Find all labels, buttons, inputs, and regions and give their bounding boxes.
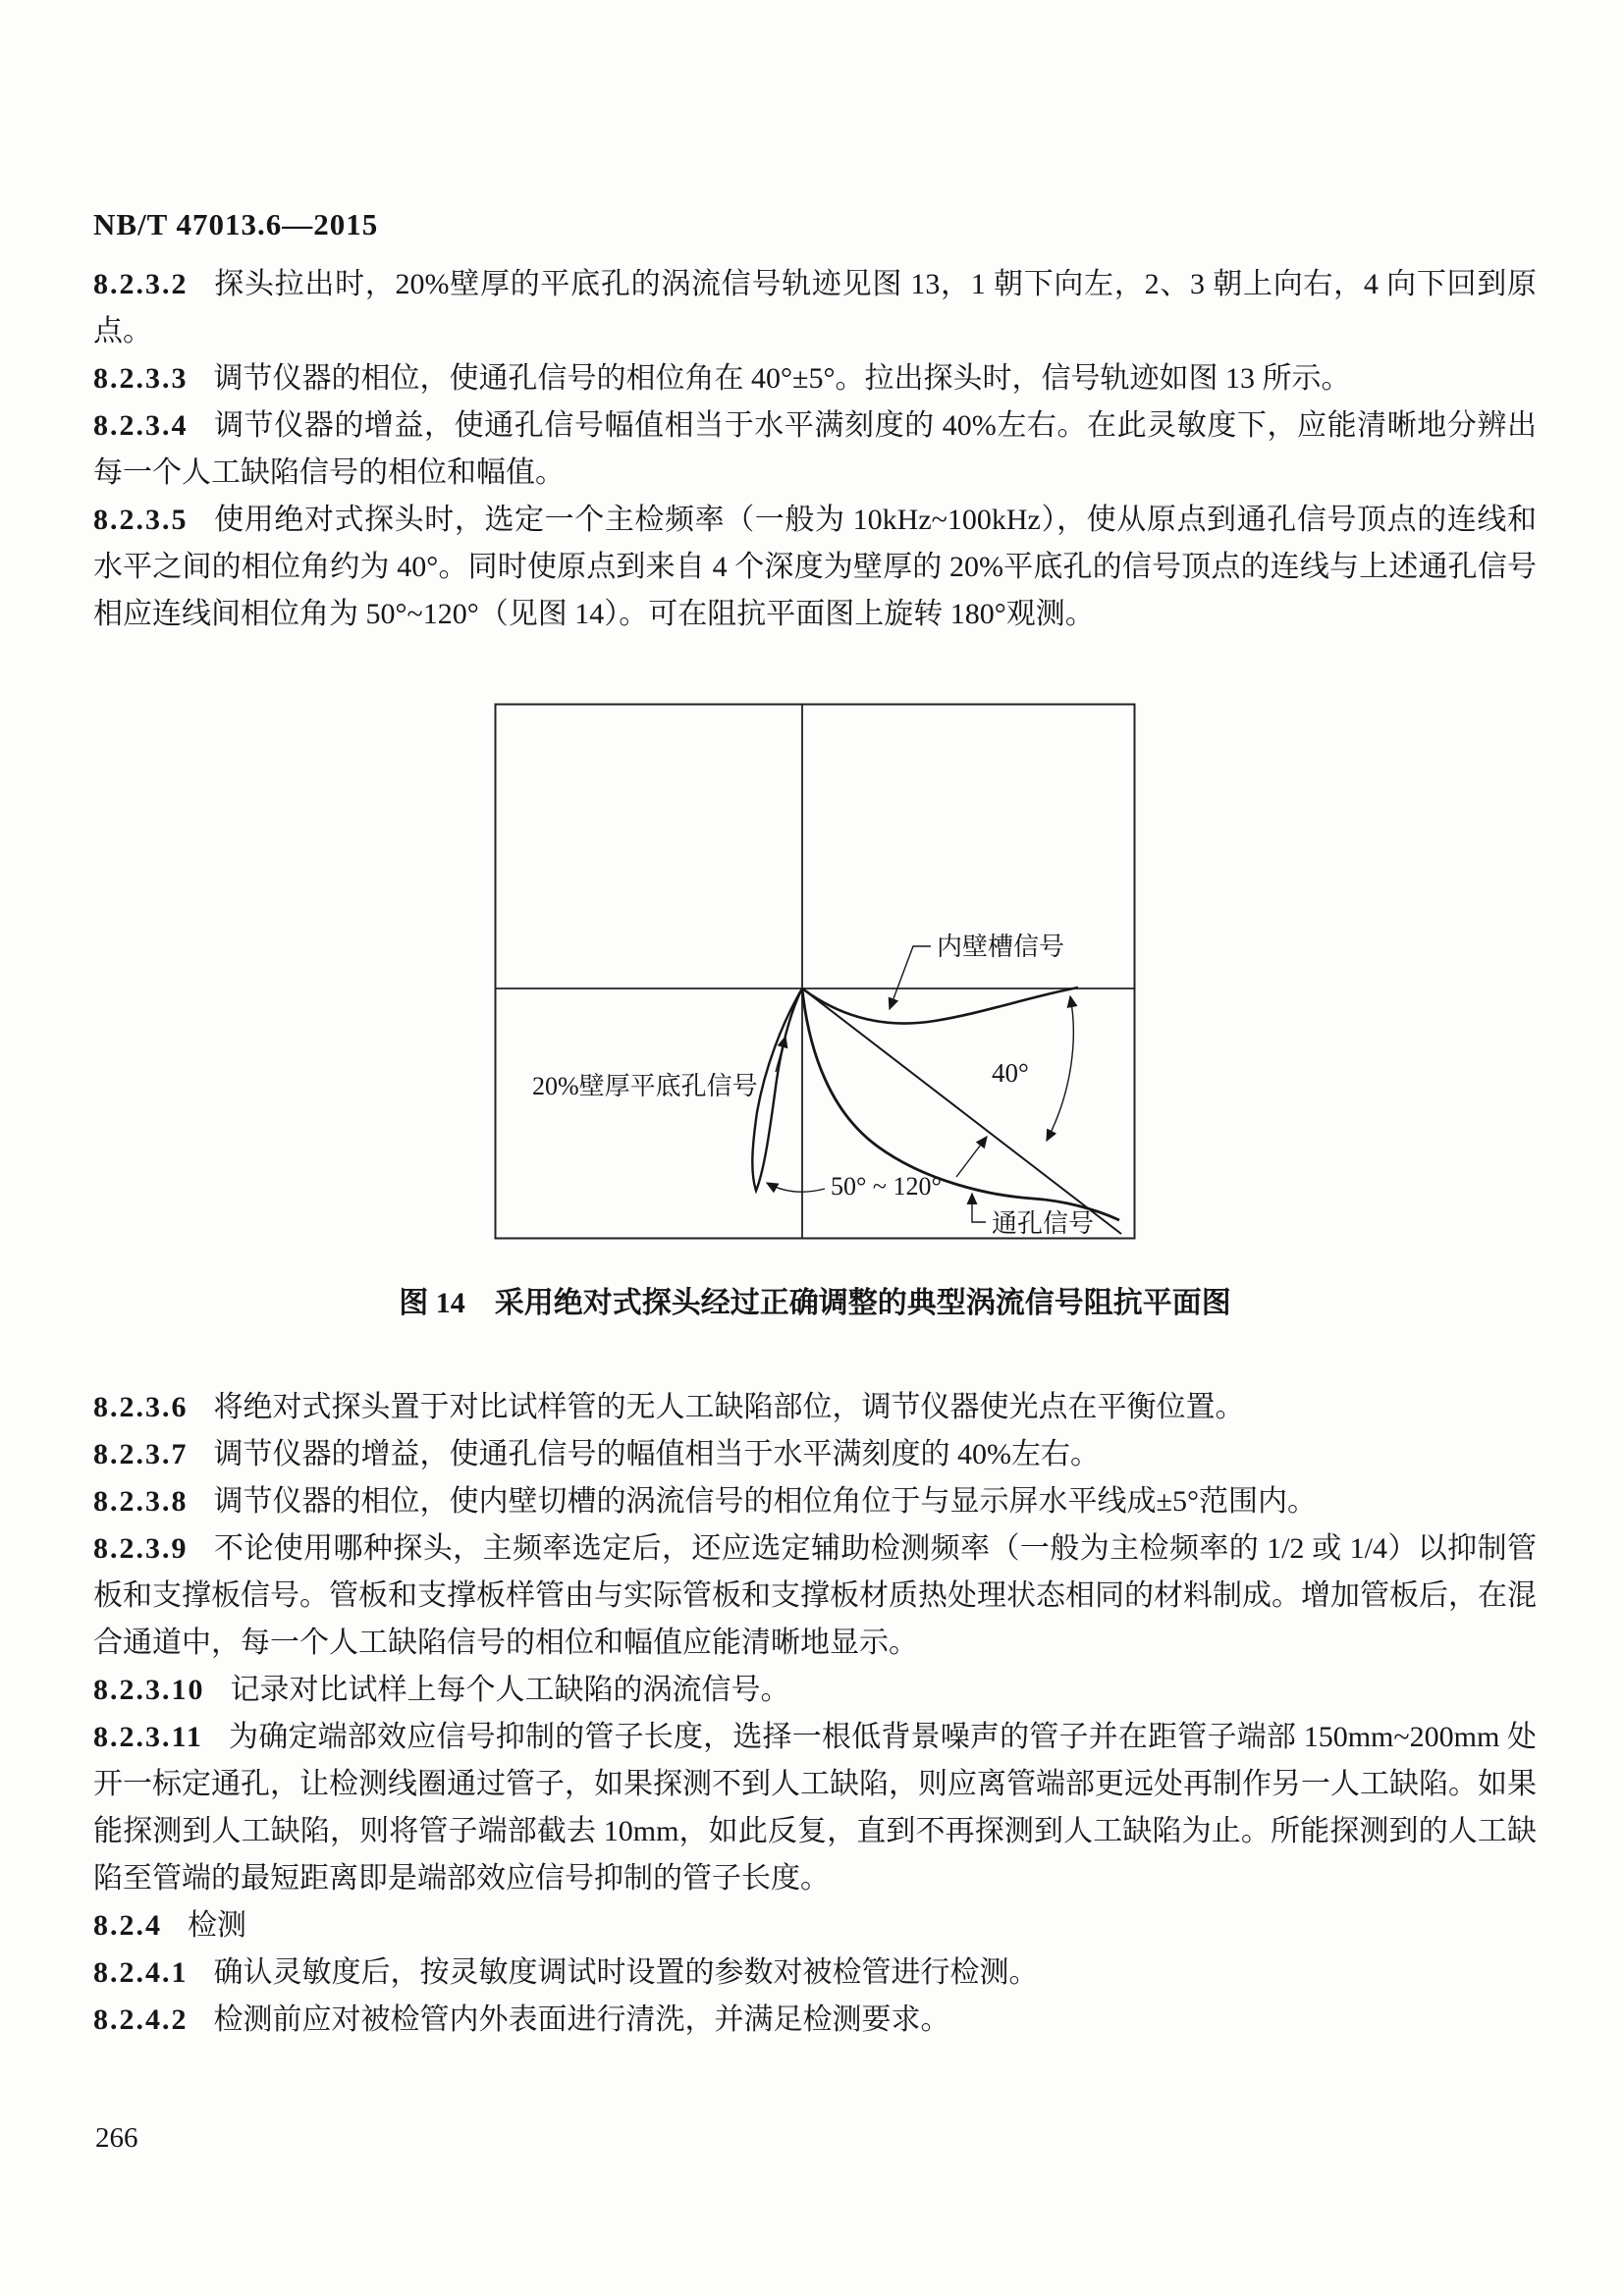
inner-wall-groove-curve bbox=[802, 988, 1078, 1024]
through-hole-leader bbox=[972, 1194, 986, 1222]
clause-paragraph bbox=[93, 1949, 1537, 1997]
figure-14 bbox=[493, 699, 1137, 1241]
clause-paragraph bbox=[93, 1478, 1537, 1525]
clause-text: 检测前应对被检管内外表面进行清洗，并满足检测要求。 bbox=[213, 2003, 950, 2036]
flat-bottom-hole-label: 20%壁厚平底孔信号 bbox=[532, 1072, 758, 1100]
clause-number: 8.2.3.6 bbox=[93, 1391, 189, 1423]
page-number: 266 bbox=[95, 2122, 138, 2154]
clause-paragraph bbox=[93, 1714, 1537, 1902]
clause-text: 调节仪器的增益，使通孔信号幅值相当于水平满刻度的 40%左右。在此灵敏度下，应能清晰地分辨出每一个人工缺陷信号的相位和幅值。 bbox=[93, 409, 1537, 489]
clause-text: 记录对比试样上每个人工缺陷的涡流信号。 bbox=[230, 1674, 790, 1706]
figure-caption-number: 图 14 bbox=[399, 1287, 465, 1319]
clause-text: 调节仪器的相位，使内壁切槽的涡流信号的相位角位于与显示屏水平线成±5°范围内。 bbox=[213, 1485, 1317, 1518]
inner-wall-groove-leader bbox=[890, 946, 931, 1009]
clause-text: 将绝对式探头置于对比试样管的无人工缺陷部位，调节仪器使光点在平衡位置。 bbox=[213, 1391, 1245, 1423]
clause-paragraph bbox=[93, 1902, 1537, 1949]
figure-caption-title: 采用绝对式探头经过正确调整的典型涡流信号阻抗平面图 bbox=[494, 1287, 1231, 1319]
angle-range-label: 50° ~ 120° bbox=[831, 1172, 942, 1201]
clause-paragraph bbox=[93, 497, 1537, 638]
clause-paragraph bbox=[93, 1525, 1537, 1667]
inner-wall-groove-label: 内壁槽信号 bbox=[937, 933, 1065, 961]
diagram-frame bbox=[496, 705, 1135, 1239]
clause-number: 8.2.3.11 bbox=[93, 1721, 203, 1753]
clauses-after-figure bbox=[93, 1384, 1537, 2044]
clause-text: 为确定端部效应信号抑制的管子长度，选择一根低背景噪声的管子并在距管子端部 150mm~200mm 处开一标定通孔，让检测线圈通过管子，如果探测不到人工缺陷，则应离管端部更远处再制作另一人工缺陷。如果能探测到人工缺陷，则将管子端部截去 10mm，如此反复，直到不再探测到人工缺陷为止。所能探测到的人工缺陷至管端的最短距离即是端部效应信号抑制的管子长度。 bbox=[93, 1721, 1537, 1895]
clause-number: 8.2.4 bbox=[93, 1909, 162, 1942]
clause-number: 8.2.3.3 bbox=[93, 362, 189, 395]
angle-range-arc bbox=[767, 1183, 825, 1192]
angle-range-leader bbox=[956, 1137, 987, 1177]
clause-number: 8.2.4.2 bbox=[93, 2003, 189, 2036]
clause-text: 调节仪器的相位，使通孔信号的相位角在 40°±5°。拉出探头时，信号轨迹如图 13 所示。 bbox=[213, 362, 1351, 395]
clause-number: 8.2.3.5 bbox=[93, 504, 189, 536]
clause-number: 8.2.3.4 bbox=[93, 409, 189, 442]
clause-number: 8.2.3.10 bbox=[93, 1674, 205, 1706]
clause-number: 8.2.3.7 bbox=[93, 1438, 189, 1470]
clause-text: 调节仪器的增益，使通孔信号的幅值相当于水平满刻度的 40%左右。 bbox=[213, 1438, 1100, 1470]
clause-number: 8.2.3.9 bbox=[93, 1532, 189, 1565]
clause-paragraph bbox=[93, 1997, 1537, 2044]
figure-caption bbox=[93, 1280, 1537, 1327]
clause-number: 8.2.3.2 bbox=[93, 268, 189, 300]
clauses-before-figure bbox=[93, 261, 1537, 638]
through-hole-label: 通孔信号 bbox=[992, 1209, 1095, 1238]
clause-number: 8.2.3.8 bbox=[93, 1485, 189, 1518]
clause-paragraph bbox=[93, 1667, 1537, 1714]
clause-paragraph bbox=[93, 261, 1537, 355]
clause-paragraph bbox=[93, 355, 1537, 402]
forty-degree-arc bbox=[1047, 996, 1073, 1141]
standard-number-header: NB/T 47013.6—2015 bbox=[93, 207, 379, 241]
clause-paragraph bbox=[93, 1431, 1537, 1478]
clause-text: 确认灵敏度后，按灵敏度调试时设置的参数对被检管进行检测。 bbox=[213, 1956, 1039, 1989]
flat-bottom-hole-curve bbox=[752, 988, 802, 1191]
clause-paragraph bbox=[93, 1384, 1537, 1431]
clause-paragraph bbox=[93, 402, 1537, 497]
clause-number: 8.2.4.1 bbox=[93, 1956, 189, 1989]
impedance-plane-diagram bbox=[493, 699, 1137, 1241]
clause-text: 使用绝对式探头时，选定一个主检频率（一般为 10kHz~100kHz），使从原点到通孔信号顶点的连线和水平之间的相位角约为 40°。同时使原点到来自 4 个深度为壁厚的 20%平底孔的信号顶点的连线与上述通孔信号相应连线间相位角为 50°~120°（见图 14）。可在阻抗平面图上旋转 180°观测。 bbox=[93, 504, 1537, 630]
forty-degree-label: 40° bbox=[992, 1058, 1029, 1088]
clause-text: 检测 bbox=[188, 1909, 246, 1942]
clause-text: 不论使用哪种探头，主频率选定后，还应选定辅助检测频率（一般为主检频率的 1/2 或 1/4）以抑制管板和支撑板信号。管板和支撑板样管由与实际管板和支撑板材质热处理状态相同的材料制成。增加管板后，在混合通道中，每一个人工缺陷信号的相位和幅值应能清晰地显示。 bbox=[93, 1532, 1537, 1659]
clause-text: 探头拉出时，20%壁厚的平底孔的涡流信号轨迹见图 13，1 朝下向左，2、3 朝上向右，4 向下回到原点。 bbox=[93, 268, 1537, 347]
